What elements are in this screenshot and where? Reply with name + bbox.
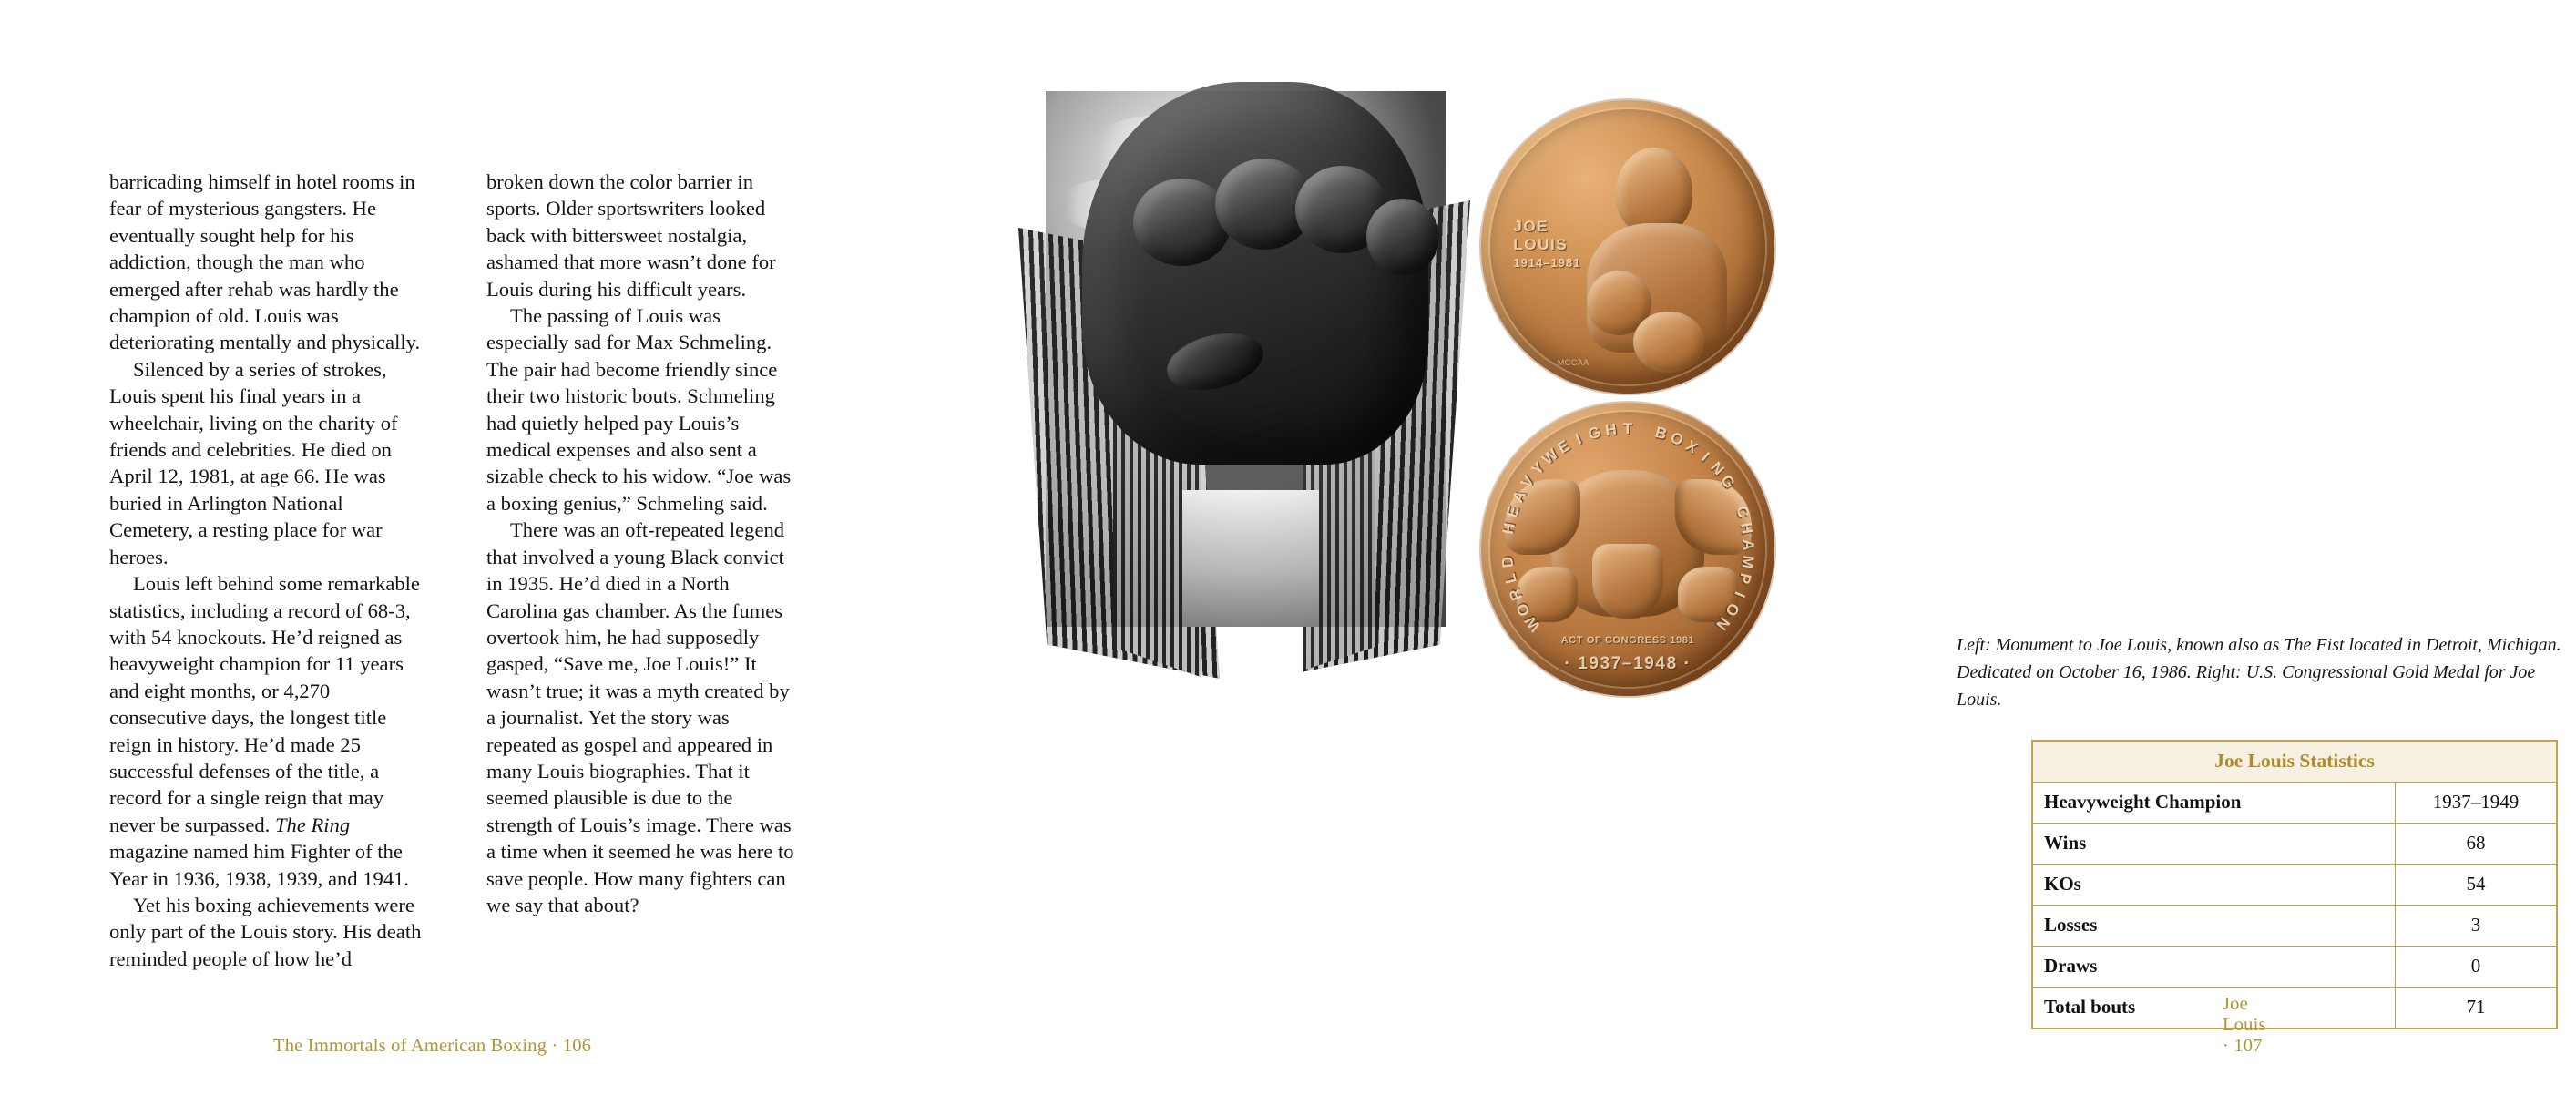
right-page: [911, 0, 2561, 1095]
table-row: [2032, 865, 2557, 906]
congressional-gold-medal-reverse: [1481, 403, 1774, 696]
medal-engraver-signature: MCCAA: [1557, 358, 1590, 368]
text-columns: [109, 169, 802, 972]
table-row: [2032, 947, 2557, 988]
medal-legend-char: O: [1667, 428, 1686, 450]
medal-legend-char: W: [1521, 612, 1545, 635]
stat-value: 54: [2396, 865, 2558, 906]
medal-legend-char: G: [1717, 472, 1739, 492]
paragraph: There was an oft-repeated legend that involved a young Black convict in 1935. He’d died in a North Carolina gas chamber. As the fumes overtook him, he had supposedly gasped, “Save me, Joe Louis!” It wasn’t true; it was a myth created by a journalist. Yet the story was repeated as gospel and appeared in many Louis biographies. That it seemed plausible is due to the strength of Louis’s image. There was a time when it seemed he was here to save people. How many fighters can we say that about?: [486, 518, 794, 916]
medal-legend-char: E: [1503, 504, 1523, 520]
paragraph: [109, 570, 424, 892]
medal-legend-char: C: [1733, 504, 1753, 520]
medal-act-of-congress-text: ACT OF CONGRESS 1981: [1560, 635, 1695, 647]
paragraph-text-before: Louis left behind some remarkable statistics, including a record of 68-3, with 54 knockouts. He’d reigned as heavyweight champion for 11 years and eight months, or 4,270 consecutive days, the longest title reign in history. He’d made 25 successful defenses of the title, a record for a single reign that may never be surpassed.: [109, 572, 420, 836]
stat-value: 3: [2396, 906, 2558, 947]
knuckle-shape: [1366, 199, 1439, 275]
medal-inscription: [1513, 218, 1612, 272]
table-head: [2032, 741, 2557, 783]
medal-legend-char: A: [1739, 538, 1758, 551]
stat-label: Losses: [2032, 906, 2396, 947]
medal-legend-char: W: [1538, 445, 1562, 468]
joe-louis-fist-monument-photo: [1046, 91, 1446, 627]
medal-legend-char: H: [1604, 420, 1618, 440]
medal-legend-char: X: [1682, 436, 1702, 457]
table-row: [2032, 988, 2557, 1029]
medal-legend-char: I: [1698, 448, 1713, 466]
stat-value: 68: [2396, 824, 2558, 865]
medal-legend-char: R: [1506, 586, 1527, 603]
medal-legend-char: T: [1622, 420, 1633, 437]
medal-dates: 1914–1981: [1513, 255, 1581, 270]
medal-legend-char: O: [1722, 599, 1743, 619]
medal-legend-char: V: [1518, 472, 1538, 491]
street-background: [1182, 490, 1319, 627]
paragraph: The passing of Louis was especially sad for Max Schmeling. The pair had become friendly since their two historic bouts. Schmeling had quietly helped pay Louis’s medical expenses and also sent a sizable check to his widow. “Joe was a boxing genius,” Schmeling said.: [486, 304, 792, 515]
stat-value: 1937–1949: [2396, 783, 2558, 824]
table-title: Joe Louis Statistics: [2032, 741, 2557, 783]
table-row: [2032, 824, 2557, 865]
medal-legend-char: H: [1499, 521, 1518, 536]
table-row: [2032, 783, 2557, 824]
footer-right-page: Joe Louis · 107: [2223, 994, 2266, 1056]
joe-louis-portrait-head: [1616, 148, 1692, 236]
congressional-gold-medal-obverse: [1481, 100, 1774, 394]
medal-legend-char: O: [1512, 599, 1534, 619]
footer-left-page: The Immortals of American Boxing · 106: [273, 1036, 592, 1056]
medal-legend-char: Y: [1528, 458, 1549, 478]
medal-legend-char: I: [1731, 588, 1749, 600]
paragraph: Silenced by a series of strokes, Louis spent his final years in a wheelchair, living on the charity of friends and celebrities. He died on April 12, 1981, at age 66. He was buried in Arlington National Cemetery, a resting place for war heroes.: [109, 357, 398, 568]
table-body: [2032, 783, 2557, 1029]
medal-reign-years: · 1937–1948 ·: [1564, 653, 1692, 673]
medal-legend-char: L: [1500, 571, 1520, 586]
paragraph: barricading himself in hotel rooms in fear of mysterious gangsters. He eventually sought help for his addiction, though the man who emerged after rehab was hardly the champion of old. Louis was deteriorating mentally and physically.: [109, 170, 421, 354]
paragraph: Yet his boxing achievements were only part of the Louis story. His death reminded people of how he’d: [109, 893, 422, 970]
stat-label: Wins: [2032, 824, 2396, 865]
medal-legend-char: I: [1573, 430, 1585, 448]
table-row: [2032, 906, 2557, 947]
medal-legend-char: N: [1712, 613, 1733, 634]
left-page: [0, 0, 911, 1095]
medal-name-line-2: LOUIS: [1513, 235, 1569, 253]
medal-legend-char: G: [1586, 423, 1603, 444]
table-header-row: [2032, 741, 2557, 783]
medal-legend-char: A: [1508, 487, 1530, 506]
paragraph-text-after: magazine named him Fighter of the Year in 1936, 1938, 1939, and 1941.: [109, 840, 410, 890]
medal-legend-char: P: [1734, 571, 1755, 586]
figure-group: [1046, 91, 1774, 673]
stat-label: Draws: [2032, 947, 2396, 988]
joe-louis-statistics-table: [2031, 740, 2558, 1029]
stat-label: Heavyweight Champion: [2032, 783, 2396, 824]
column-two: [486, 169, 802, 918]
medal-legend-char: M: [1738, 554, 1757, 569]
paragraph: broken down the color barrier in sports. Older sportswriters looked back with bittersweet nostalgia, ashamed that more wasn’t done for Louis during his difficult years.: [486, 170, 776, 301]
stat-label: Total bouts: [2032, 988, 2396, 1029]
medal-legend-char: D: [1498, 555, 1518, 568]
boxing-glove-icon: [1633, 312, 1703, 374]
stat-value: 71: [2396, 988, 2558, 1029]
fist-sculpture: [1082, 82, 1428, 465]
magazine-title: The Ring: [274, 813, 351, 836]
figure-caption: Left: Monument to Joe Louis, known also as The Fist located in Detroit, Michigan. Dedicated on October 16, 1986. Right: U.S. Congressional Gold Medal for Joe Louis.: [1957, 635, 2561, 710]
medal-legend-char: N: [1707, 458, 1728, 479]
medal-legend-char: H: [1737, 521, 1756, 536]
stat-label: KOs: [2032, 865, 2396, 906]
column-one: [109, 169, 424, 972]
medal-circular-inscription: [1481, 403, 1774, 696]
medal-name-line-1: JOE: [1513, 217, 1549, 235]
medal-legend-char: B: [1653, 423, 1670, 444]
medal-legend-char: E: [1554, 436, 1573, 457]
stat-value: 0: [2396, 947, 2558, 988]
